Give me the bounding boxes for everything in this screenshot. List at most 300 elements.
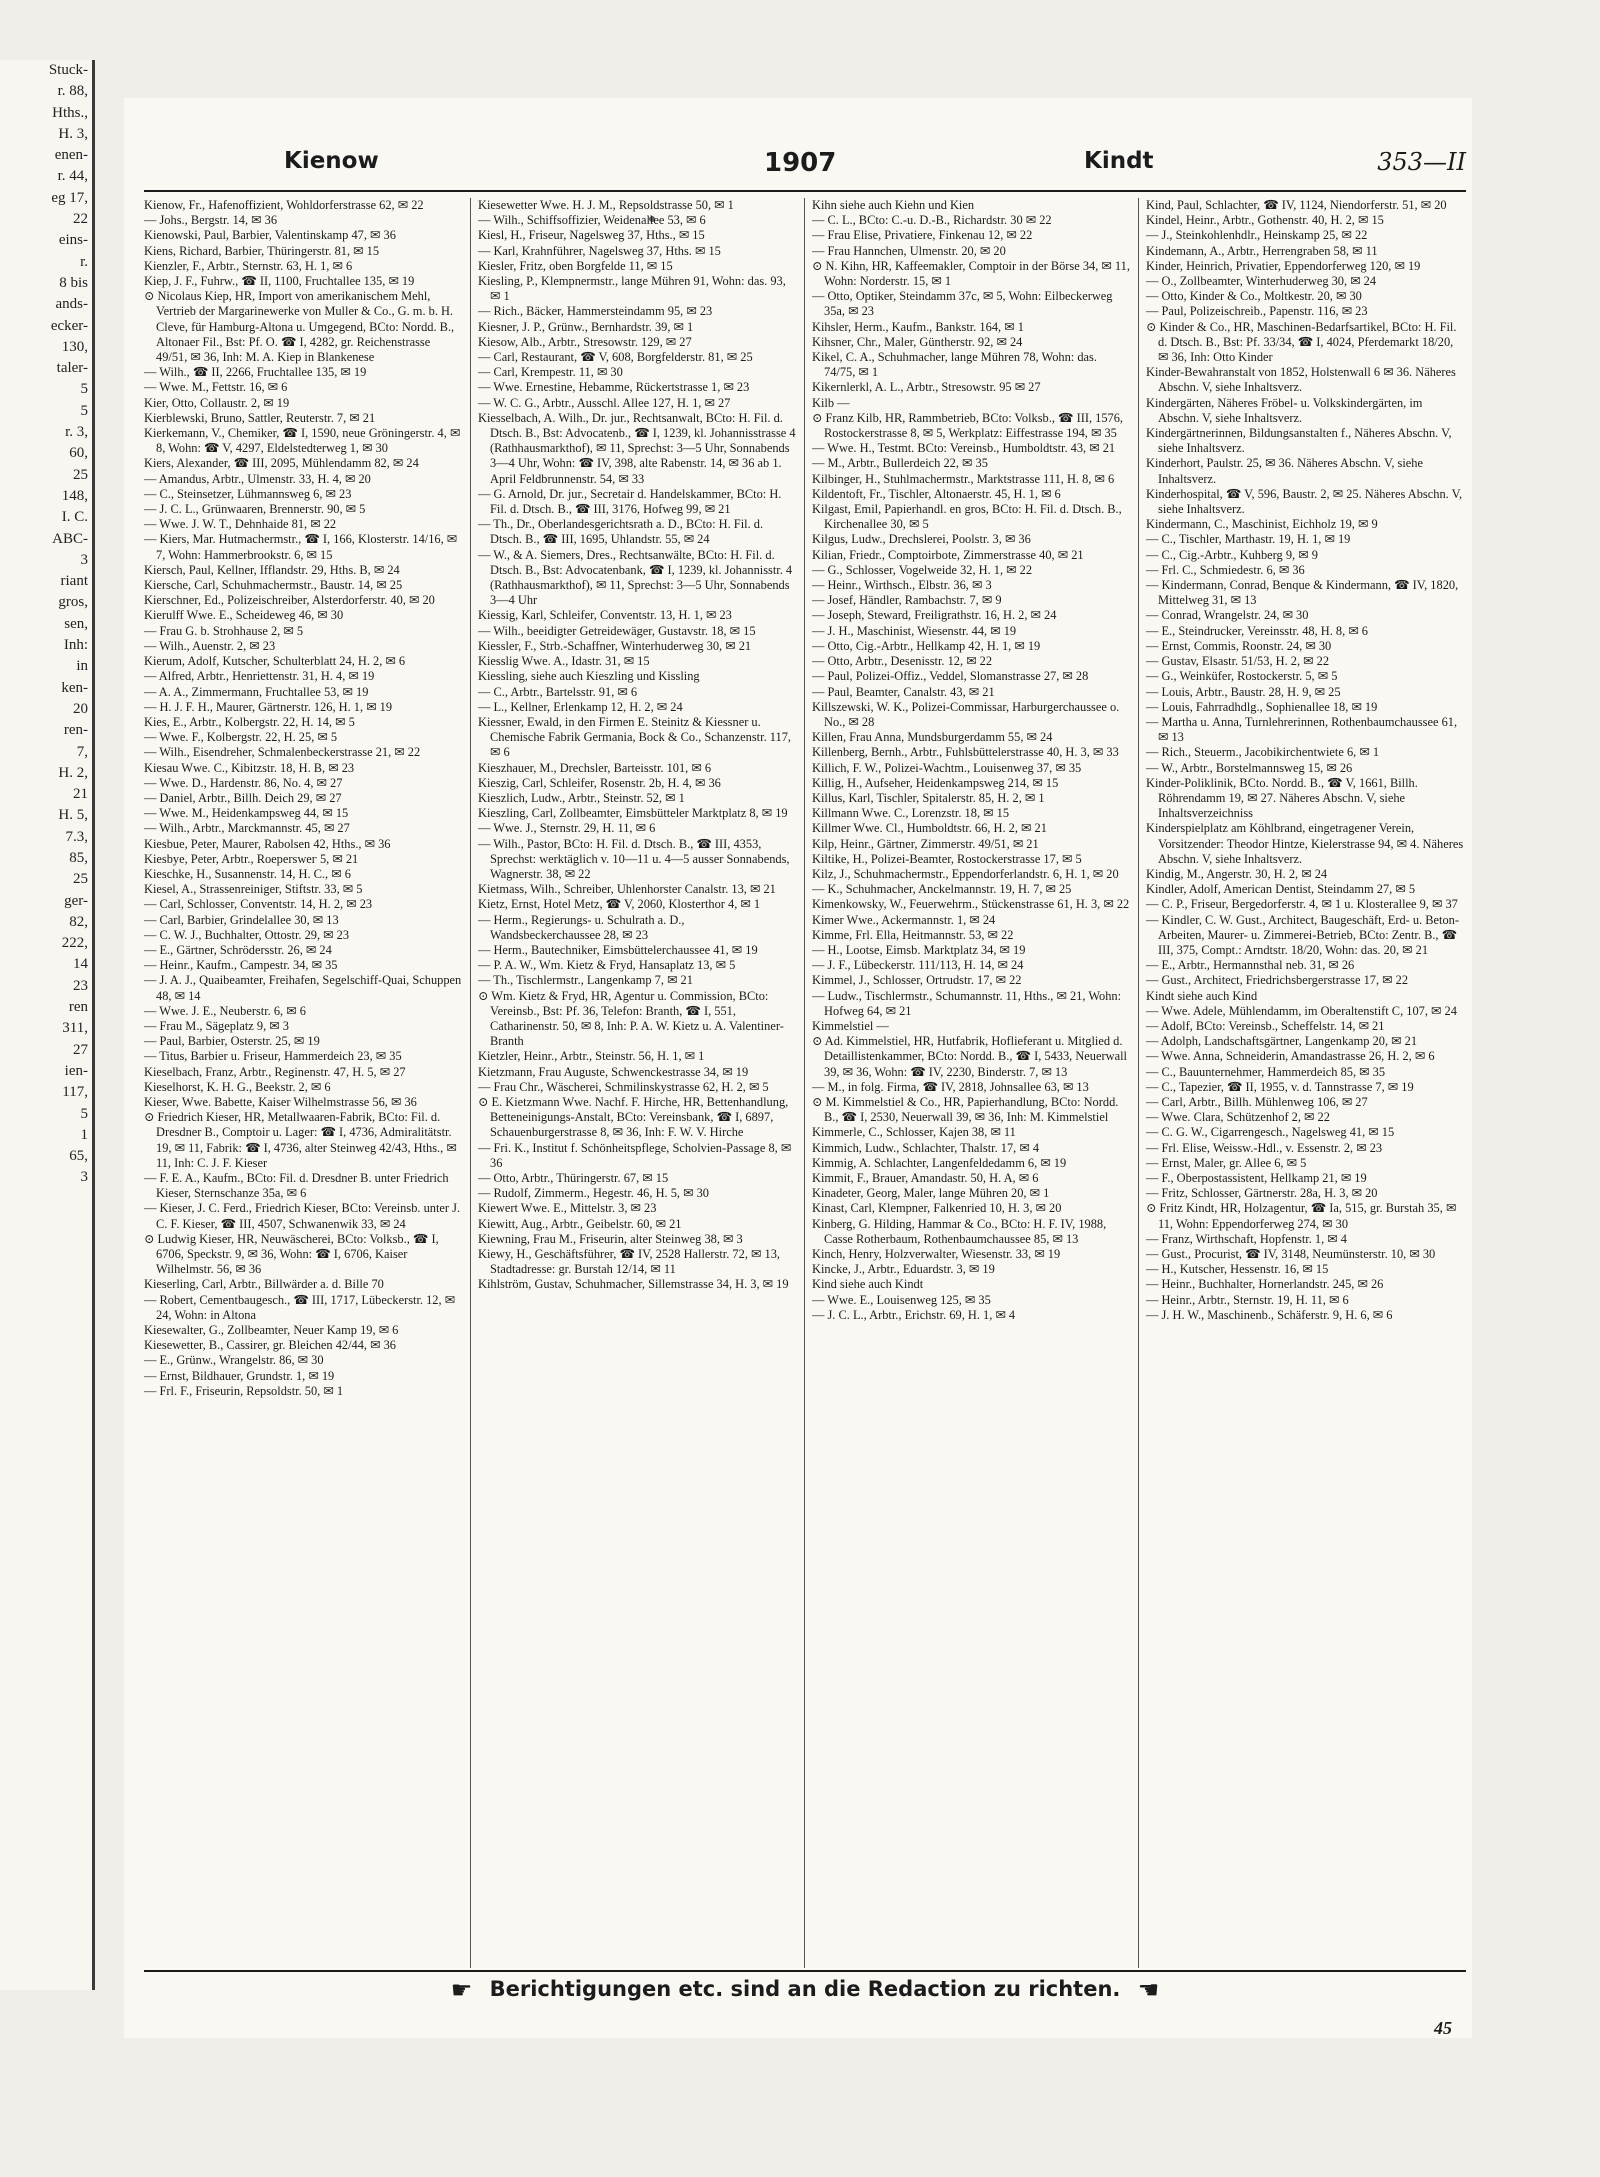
previous-page-fragment: 7, <box>76 743 88 760</box>
directory-entry: — C. L., BCto: C.-u. D.-B., Richardstr. 30 ✉ 22 <box>812 213 1052 228</box>
directory-entry: Kierulff Wwe. E., Scheideweg 46, ✉ 30 <box>144 608 344 623</box>
previous-page-fragment: 1 <box>80 1126 88 1143</box>
directory-entry: ⊙ M. Kimmelstiel & Co., HR, Papierhandlung, BCto: Nordd. B., ☎ I, 2530, Neuerwall 39, ✉ 36, Inh: M. Kimmelstiel <box>812 1094 1119 1125</box>
directory-entry: Kilz, J., Schuhmachermstr., Eppendorferlandstr. 6, H. 1, ✉ 20 <box>812 866 1119 881</box>
directory-entry: Killmer Wwe. Cl., Humboldtstr. 66, H. 2, ✉ 21 <box>812 821 1047 836</box>
directory-entry: — Frl. Elise, Weissw.-Hdl., v. Essenstr. 2, ✉ 23 <box>1146 1140 1383 1155</box>
directory-entry: Kieselhorst, K. H. G., Beekstr. 2, ✉ 6 <box>144 1079 331 1094</box>
column-3 <box>812 198 1130 1968</box>
directory-entry: Kies, E., Arbtr., Kolbergstr. 22, H. 14, ✉ 5 <box>144 714 355 729</box>
directory-entry: — Johs., Bergstr. 14, ✉ 36 <box>144 213 278 228</box>
directory-entry: Kiesselbach, A. Wilh., Dr. jur., Rechtsanwalt, BCto: H. Fil. d. Dtsch. B., Bst: Advocatenb., ☎ I, 1239, kl. Johannisstrasse 4 (Rathhausmarkthof), ✉ 11, Sprechst: 3—5 Uhr, Sonnabends 3—4 Uhr, Wohn: ☎ IV, 398, alte Rabenstr. 14, ✉ 36 ab 1. April Feldbrunnenstr. 54, ✉ 33 <box>478 410 796 486</box>
directory-entry: Kiesler, Fritz, oben Borgfelde 11, ✉ 15 <box>478 258 673 273</box>
directory-entry: — C., Tapezier, ☎ II, 1955, v. d. Tannstrasse 7, ✉ 19 <box>1146 1079 1414 1094</box>
previous-page-fragment: 130, <box>61 338 88 355</box>
previous-page-fragment: H. 3, <box>58 125 88 142</box>
directory-entry: Killenberg, Bernh., Arbtr., Fuhlsbüttelerstrasse 40, H. 3, ✉ 33 <box>812 745 1119 760</box>
directory-entry: — Amandus, Arbtr., Ulmenstr. 33, H. 4, ✉ 20 <box>144 471 371 486</box>
directory-entry: — Carl, Krempestr. 11, ✉ 30 <box>478 365 623 380</box>
directory-entry: Kindemann, A., Arbtr., Herrengraben 58, ✉ 11 <box>1146 243 1378 258</box>
directory-entry: — Frau Hannchen, Ulmenstr. 20, ✉ 20 <box>812 243 1006 258</box>
previous-page-edge <box>0 60 95 1990</box>
previous-page-fragment: H. 5, <box>58 807 88 824</box>
previous-page-fragment: ands- <box>55 296 88 313</box>
directory-entry: Kimmich, Ludw., Schlachter, Thalstr. 17, ✉ 4 <box>812 1140 1040 1155</box>
directory-entry: Kier, Otto, Collaustr. 2, ✉ 19 <box>144 395 290 410</box>
directory-entry: — Franz, Wirthschaft, Hopfenstr. 1, ✉ 4 <box>1146 1231 1347 1246</box>
directory-entry: ⊙ N. Kihn, HR, Kaffeemakler, Comptoir in der Börse 34, ✉ 11, Wohn: Norderstr. 15, ✉ 1 <box>812 258 1130 289</box>
directory-entry: — Herm., Regierungs- u. Schulrath a. D., Wandsbeckerchaussee 28, ✉ 23 <box>478 912 685 942</box>
previous-page-fragment: 21 <box>73 786 88 803</box>
directory-entry: — Adolf, BCto: Vereinsb., Scheffelstr. 14, ✉ 21 <box>1146 1018 1385 1033</box>
directory-entry: — Adolph, Landschaftsgärtner, Langenkamp 20, ✉ 21 <box>1146 1034 1418 1049</box>
previous-page-fragment: ken- <box>61 679 88 696</box>
directory-entry: Kiessner, Ewald, in den Firmen E. Steinitz & Kiessner u. Chemische Fabrik Germania, Bock & Co., Schanzenstr. 117, ✉ 6 <box>478 714 791 760</box>
directory-entry: — Otto, Arbtr., Thüringerstr. 67, ✉ 15 <box>478 1171 669 1185</box>
directory-entry: Kierblewski, Bruno, Sattler, Reuterstr. 7, ✉ 21 <box>144 410 376 425</box>
directory-entry: — Wwe. J. W. T., Dehnhaide 81, ✉ 22 <box>144 517 337 532</box>
directory-entry: — G., Weinküfer, Rostockerstr. 5, ✉ 5 <box>1146 669 1338 684</box>
previous-page-fragment: ren <box>68 999 88 1016</box>
directory-entry: Kiessig, Karl, Schleifer, Conventstr. 13, H. 1, ✉ 23 <box>478 608 732 623</box>
footer-notice <box>144 1976 1466 2004</box>
directory-entry: Kinast, Carl, Klempner, Falkenried 10, H. 3, ✉ 20 <box>812 1201 1062 1216</box>
previous-page-fragment: 5 <box>80 1105 88 1122</box>
directory-entry: Kindermann, C., Maschinist, Eichholz 19, ✉ 9 <box>1146 517 1378 532</box>
directory-entry: — A. A., Zimmermann, Fruchtallee 53, ✉ 19 <box>144 684 369 699</box>
directory-entry: ⊙ E. Kietzmann Wwe. Nachf. F. Hirche, HR, Bettenhandlung, Betteneinigungs-Anstalt, BCto: Vereinsbank, ☎ I, 6897, Schauenburgerstrasse 8, ✉ 36, Inh: F. W. V. Hirche <box>478 1094 789 1140</box>
directory-entry: Kindel, Heinr., Arbtr., Gothenstr. 40, H. 2, ✉ 15 <box>1146 213 1384 228</box>
directory-entry: Killszewski, W. K., Polizei-Commissar, Harburgerchaussee o. No., ✉ 28 <box>812 699 1120 729</box>
directory-entry: Kiesewalter, G., Zollbeamter, Neuer Kamp 19, ✉ 6 <box>144 1323 399 1338</box>
previous-page-fragment: 311, <box>62 1020 88 1037</box>
directory-entry: Kienowski, Paul, Barbier, Valentinskamp 47, ✉ 36 <box>144 228 396 243</box>
directory-entry: Kindergärten, Näheres Fröbel- u. Volkskindergärten, im Abschn. V, siehe Inhaltsverz. <box>1146 395 1423 425</box>
previous-page-fragment: eins- <box>58 232 88 249</box>
directory-entry: — Frl. F., Friseurin, Repsoldstr. 50, ✉ 1 <box>144 1383 344 1398</box>
previous-page-fragment: Hths., <box>52 104 88 121</box>
directory-entry: Kienzler, F., Arbtr., Sternstr. 63, H. 1, ✉ 6 <box>144 258 353 273</box>
header-left-keyword: Kienow <box>284 148 379 174</box>
directory-entry: — C. W. J., Buchhalter, Ottostr. 29, ✉ 23 <box>144 927 350 942</box>
previous-page-fragment: riant <box>60 573 88 590</box>
directory-entry: — O., Zollbeamter, Winterhuderweg 30, ✉ 24 <box>1146 274 1377 289</box>
directory-entry: Kilp, Heinr., Gärtner, Zimmerstr. 49/51, ✉ 21 <box>812 836 1039 851</box>
directory-entry: Kinderhospital, ☎ V, 596, Baustr. 2, ✉ 25. Näheres Abschn. V, siehe Inhaltsverz. <box>1146 486 1463 517</box>
directory-entry: — Wwe. M., Fettstr. 16, ✉ 6 <box>144 380 288 395</box>
directory-entry: Kiersche, Carl, Schuhmachermstr., Baustr. 14, ✉ 25 <box>144 578 403 593</box>
directory-entry: — Otto, Arbtr., Desenisstr. 12, ✉ 22 <box>812 654 993 669</box>
previous-page-fragment: ger- <box>64 892 88 909</box>
directory-entry: Kiep, J. F., Fuhrw., ☎ II, 1100, Fruchtallee 135, ✉ 19 <box>144 274 415 289</box>
directory-entry: — Wilh., Schiffsoffizier, Weidenallee 53, ✉ 6 <box>478 213 706 228</box>
directory-entry: — Heinr., Wirthsch., Elbstr. 36, ✉ 3 <box>812 578 992 593</box>
directory-entry: — Wwe. J., Sternstr. 29, H. 11, ✉ 6 <box>478 821 656 836</box>
directory-entry: — K., Schuhmacher, Anckelmannstr. 19, H. 7, ✉ 25 <box>812 882 1072 897</box>
directory-entry: — Wilh., Eisendreher, Schmalenbeckerstrasse 21, ✉ 22 <box>144 745 421 760</box>
directory-entry: — Robert, Cementbaugesch., ☎ III, 1717, Lübeckerstr. 12, ✉ 24, Wohn: in Altona <box>144 1292 456 1322</box>
previous-page-fragment: 5 <box>80 381 88 398</box>
directory-entry: Kienow, Fr., Hafenoffizient, Wohldorferstrasse 62, ✉ 22 <box>144 198 424 212</box>
directory-entry: — G. Arnold, Dr. jur., Secretair d. Handelskammer, BCto: H. Fil. d. Dtsch. B., ☎ III, 3176, Hofweg 99, ✉ 21 <box>478 486 782 517</box>
previous-page-fragment: ien- <box>64 1062 88 1079</box>
directory-entry: — Fritz, Schlosser, Gärtnerstr. 28a, H. 3, ✉ 20 <box>1146 1186 1378 1201</box>
directory-entry: — J. C. L., Arbtr., Erichstr. 69, H. 1, ✉ 4 <box>812 1307 1016 1322</box>
directory-entry: Kihlström, Gustav, Schuhmacher, Sillemstrasse 34, H. 3, ✉ 19 <box>478 1277 789 1292</box>
directory-entry: Kimmelstiel — <box>812 1018 889 1033</box>
directory-entry: — Kindermann, Conrad, Benque & Kindermann, ☎ IV, 1820, Mittelweg 31, ✉ 13 <box>1146 578 1459 608</box>
directory-entry: — G., Schlosser, Vogelweide 32, H. 1, ✉ 22 <box>812 562 1033 577</box>
directory-entry: Kildentoft, Fr., Tischler, Altonaerstr. 45, H. 1, ✉ 6 <box>812 486 1061 501</box>
previous-page-fragment: I. C. <box>61 509 88 526</box>
directory-entry: Kilian, Friedr., Comptoirbote, Zimmerstrasse 40, ✉ 21 <box>812 547 1084 562</box>
column-2 <box>478 198 796 1968</box>
previous-page-fragment: ABC- <box>52 530 88 547</box>
directory-entry: — M., in folg. Firma, ☎ IV, 2818, Johnsallee 63, ✉ 13 <box>812 1079 1089 1094</box>
directory-entry: — Frau M., Sägeplatz 9, ✉ 3 <box>144 1018 289 1033</box>
directory-entry: Kiessler, F., Strb.-Schaffner, Winterhuderweg 30, ✉ 21 <box>478 638 752 653</box>
directory-entry: — Rich., Steuerm., Jacobikirchentwiete 6, ✉ 1 <box>1146 745 1380 760</box>
directory-entry: Kimmit, F., Brauer, Amandastr. 50, H. A, ✉ 6 <box>812 1171 1039 1185</box>
directory-entry: Kiens, Richard, Barbier, Thüringerstr. 81, ✉ 15 <box>144 243 380 258</box>
directory-entry: Kincke, J., Arbtr., Eduardstr. 3, ✉ 19 <box>812 1262 995 1277</box>
directory-entry: — Kiers, Mar. Hutmachermstr., ☎ I, 166, Klosterstr. 14/16, ✉ 7, Wohn: Hammerbrookstr. 6, ✉ 15 <box>144 532 458 562</box>
previous-page-fragment: 25 <box>73 871 88 888</box>
previous-page-fragment: 22 <box>73 211 88 228</box>
directory-entry: Kimenkowsky, W., Feuerwehrm., Stückenstrasse 61, H. 3, ✉ 22 <box>812 897 1130 912</box>
directory-entry: Killig, H., Aufseher, Heidenkampsweg 214, ✉ 15 <box>812 775 1059 790</box>
directory-entry: — Ernst, Commis, Roonstr. 24, ✉ 30 <box>1146 638 1332 653</box>
previous-page-fragment: 25 <box>73 466 88 483</box>
directory-page <box>124 98 1472 2038</box>
directory-entry: — Louis, Arbtr., Baustr. 28, H. 9, ✉ 25 <box>1146 684 1341 699</box>
previous-page-fragment: 85, <box>69 849 88 866</box>
directory-entry: Kikel, C. A., Schuhmacher, lange Mühren 78, Wohn: das. 74/75, ✉ 1 <box>812 350 1097 380</box>
directory-entry: — Carl, Restaurant, ☎ V, 608, Borgfelderstr. 81, ✉ 25 <box>478 350 753 365</box>
directory-entry: Kietmass, Wilh., Schreiber, Uhlenhorster Canalstr. 13, ✉ 21 <box>478 882 776 897</box>
directory-entry: — Carl, Arbtr., Billh. Mühlenweg 106, ✉ 27 <box>1146 1094 1368 1109</box>
directory-entry: — Wwe. F., Kolbergstr. 22, H. 25, ✉ 5 <box>144 730 338 745</box>
directory-entry: — Daniel, Arbtr., Billh. Deich 29, ✉ 27 <box>144 790 342 805</box>
previous-page-fragment: 117, <box>62 1084 88 1101</box>
directory-entry: Kilb — <box>812 395 850 410</box>
directory-entry: — Kindler, C. W. Gust., Architect, Baugeschäft, Erd- u. Beton-Arbeiten, Maurer- u. Zimmerei-Betrieb, BCto: Zentr. B., ☎ III, 375, Compt.: Arndtstr. 18/20, Wohn: das. 20, ✉ 21 <box>1146 912 1459 957</box>
directory-entry: — Heinr., Arbtr., Sternstr. 19, H. 11, ✉ 6 <box>1146 1292 1349 1307</box>
directory-entry: Kilbinger, H., Stuhlmachermstr., Marktstrasse 111, H. 8, ✉ 6 <box>812 471 1115 486</box>
previous-page-fragment: H. 2, <box>58 764 88 781</box>
directory-entry: — C., Cig.-Arbtr., Kuhberg 9, ✉ 9 <box>1146 547 1318 562</box>
page-number: 45 <box>1434 2018 1452 2038</box>
previous-page-fragment: 3 <box>80 1169 88 1186</box>
previous-page-fragment: Inh: <box>63 637 88 654</box>
directory-entry: — E., Grünw., Wrangelstr. 86, ✉ 30 <box>144 1353 324 1368</box>
directory-entry: — Paul, Polizeischreib., Papenstr. 116, ✉ 23 <box>1146 304 1368 319</box>
directory-entry: Kind siehe auch Kindt <box>812 1277 924 1292</box>
directory-entry: Kieser, Wwe. Babette, Kaiser Wilhelmstrasse 56, ✉ 36 <box>144 1094 417 1109</box>
previous-page-fragment: sen, <box>64 615 88 632</box>
directory-entry: — Frau Elise, Privatiere, Finkenau 12, ✉ 22 <box>812 228 1033 243</box>
directory-entry: — C. G. W., Cigarrengesch., Nagelsweg 41, ✉ 15 <box>1146 1125 1395 1140</box>
directory-entry: Kihsner, Chr., Maler, Güntherstr. 92, ✉ 24 <box>812 334 1023 349</box>
directory-entry: Kiewitt, Aug., Arbtr., Geibelstr. 60, ✉ 21 <box>478 1216 682 1231</box>
directory-entry: — J. C. L., Grünwaaren, Brennerstr. 90, ✉ 5 <box>144 502 366 517</box>
column-divider <box>1138 198 1139 1968</box>
directory-entry: — P. A. W., Wm. Kietz & Fryd, Hansaplatz 13, ✉ 5 <box>478 958 736 973</box>
previous-page-fragment: 23 <box>73 977 88 994</box>
directory-entry: — J. H. W., Maschinenb., Schäferstr. 9, H. 6, ✉ 6 <box>1146 1307 1393 1322</box>
directory-entry: — Frl. C., Schmiedestr. 6, ✉ 36 <box>1146 562 1305 577</box>
directory-entry: — Paul, Barbier, Osterstr. 25, ✉ 19 <box>144 1034 320 1049</box>
directory-entry: Kiesewetter Wwe. H. J. M., Repsoldstrasse 50, ✉ 1 <box>478 198 734 212</box>
directory-entry: Kieselbach, Franz, Arbtr., Reginenstr. 47, H. 5, ✉ 27 <box>144 1064 406 1079</box>
directory-entry: ⊙ Wm. Kietz & Fryd, HR, Agentur u. Commission, BCto: Vereinsb., Bst: Pf. 36, Telefon: Branth, ☎ I, 551, Catharinenstr. 50, ✉ 8, Inh: P. A. W. Kietz u. A. Valentiner-Branth <box>478 988 784 1049</box>
directory-entry: — H., Kutscher, Hessenstr. 16, ✉ 15 <box>1146 1262 1329 1277</box>
directory-entry: — Conrad, Wrangelstr. 24, ✉ 30 <box>1146 608 1309 623</box>
directory-entry: — Wwe. E., Louisenweg 125, ✉ 35 <box>812 1292 991 1307</box>
directory-entry: Kiesel, A., Strassenreiniger, Stiftstr. 33, ✉ 5 <box>144 882 363 897</box>
directory-entry: ⊙ Franz Kilb, HR, Rammbetrieb, BCto: Volksb., ☎ III, 1576, Rostockerstrasse 8, ✉ 5, Werkplatz: Eiffestrasse 194, ✉ 35 <box>812 410 1124 441</box>
directory-entry: Kiesling, P., Klempnermstr., lange Mühren 91, Wohn: das. 93, ✉ 1 <box>478 274 786 304</box>
directory-entry: — Paul, Beamter, Canalstr. 43, ✉ 21 <box>812 684 995 699</box>
previous-page-fragment: Stuck- <box>48 62 88 78</box>
directory-entry: Kiers, Alexander, ☎ III, 2095, Mühlendamm 82, ✉ 24 <box>144 456 419 471</box>
directory-entry: — Wwe. H., Testmt. BCto: Vereinsb., Humboldtstr. 43, ✉ 21 <box>812 441 1116 456</box>
directory-entry: Kiesner, J. P., Grünw., Bernhardstr. 39, ✉ 1 <box>478 319 694 334</box>
directory-entry: — J. H., Maschinist, Wiesenstr. 44, ✉ 19 <box>812 623 1017 638</box>
column-1 <box>144 198 462 1968</box>
directory-entry: — W. C. G., Arbtr., Ausschl. Allee 127, H. 1, ✉ 27 <box>478 395 731 410</box>
pointing-hand-right-icon: ☚ <box>1137 1976 1160 2004</box>
directory-entry: Kinadeter, Georg, Maler, lange Mühren 20, ✉ 1 <box>812 1186 1050 1201</box>
directory-entry: Kiessling, siehe auch Kieszling und Kissling <box>478 669 700 684</box>
directory-entry: — J. F., Lübeckerstr. 111/113, H. 14, ✉ 24 <box>812 958 1024 973</box>
previous-page-fragment: 60, <box>69 445 88 462</box>
directory-entry: — F. E. A., Kaufm., BCto: Fil. d. Dresdner B. unter Friedrich Kieser, Sternschanze 35a, ✉ 6 <box>144 1171 449 1201</box>
directory-entry: Kietzler, Heinr., Arbtr., Steinstr. 56, H. 1, ✉ 1 <box>478 1049 705 1064</box>
directory-entry: — Josef, Händler, Rambachstr. 7, ✉ 9 <box>812 593 1002 608</box>
directory-entry: — Wwe. M., Heidenkampsweg 44, ✉ 15 <box>144 806 349 821</box>
directory-entry: Kinder-Poliklinik, BCto. Nordd. B., ☎ V, 1661, Billh. Röhrendamm 19, ✉ 27. Näheres Abschn. V, siehe Inhaltsverzeichniss <box>1146 775 1418 821</box>
directory-entry: — Wilh., Auenstr. 2, ✉ 23 <box>144 638 276 653</box>
directory-entry: — Martha u. Anna, Turnlehrerinnen, Rothenbaumchaussee 61, ✉ 13 <box>1146 714 1458 745</box>
directory-entry: Kietz, Ernst, Hotel Metz, ☎ V, 2060, Klosterthor 4, ✉ 1 <box>478 897 761 912</box>
directory-entry: Kimme, Frl. Ella, Heitmannstr. 53, ✉ 22 <box>812 927 1014 942</box>
directory-entry: — C., Arbtr., Bartelsstr. 91, ✉ 6 <box>478 684 638 699</box>
directory-entry: — Carl, Schlosser, Conventstr. 14, H. 2, ✉ 23 <box>144 897 373 912</box>
directory-entry: Kinch, Henry, Holzverwalter, Wiesenstr. 33, ✉ 19 <box>812 1247 1061 1262</box>
directory-entry: — Wwe. Ernestine, Hebamme, Rückertstrasse 1, ✉ 23 <box>478 380 750 395</box>
header-page-label: 353—II <box>1377 148 1466 176</box>
directory-entry: Kikernlerkl, A. L., Arbtr., Stresowstr. 95 ✉ 27 <box>812 380 1041 395</box>
directory-entry: Kilgast, Emil, Papierhandl. en gros, BCto: H. Fil. d. Dtsch. B., Kirchenallee 30, ✉ 5 <box>812 502 1122 532</box>
directory-entry: — Wwe. Anna, Schneiderin, Amandastrasse 26, H. 2, ✉ 6 <box>1146 1049 1435 1064</box>
directory-entry: — Ludw., Tischlermstr., Schumannstr. 11, Hths., ✉ 21, Wohn: Hofweg 64, ✉ 21 <box>812 988 1122 1018</box>
previous-page-fragment: 65, <box>69 1148 88 1165</box>
directory-entry: — Wilh., ☎ II, 2266, Fruchtallee 135, ✉ 19 <box>144 365 367 380</box>
directory-entry: Kindergärtnerinnen, Bildungsanstalten f., Näheres Abschn. V, siehe Inhaltsverz. <box>1146 426 1452 456</box>
previous-page-fragment: taler- <box>56 360 88 377</box>
directory-entry: Kiesl, H., Friseur, Nagelsweg 37, Hths., ✉ 15 <box>478 228 705 243</box>
directory-entry: Kihsler, Herm., Kaufm., Bankstr. 164, ✉ 1 <box>812 319 1024 334</box>
directory-entry: Killus, Karl, Tischler, Spitalerstr. 85, H. 2, ✉ 1 <box>812 790 1045 805</box>
directory-entry: ⊙ Fritz Kindt, HR, Holzagentur, ☎ Ia, 515, gr. Burstah 35, ✉ 11, Wohn: Eppendorferweg 274, ✉ 30 <box>1146 1201 1457 1231</box>
directory-entry: Kieszlich, Ludw., Arbtr., Steinstr. 52, ✉ 1 <box>478 790 685 805</box>
previous-page-fragment: 82, <box>69 913 88 930</box>
directory-entry: Kilgus, Ludw., Drechslerei, Poolstr. 3, ✉ 36 <box>812 532 1031 547</box>
directory-entry: — Heinr., Kaufm., Campestr. 34, ✉ 35 <box>144 958 338 973</box>
previous-page-fragment: ren- <box>63 722 88 739</box>
directory-entry: Kimmerle, C., Schlosser, Kajen 38, ✉ 11 <box>812 1125 1016 1140</box>
directory-entry: — Wilh., beeidigter Getreidewäger, Gustavstr. 18, ✉ 15 <box>478 623 756 638</box>
directory-entry: Kiewert Wwe. E., Mittelstr. 3, ✉ 23 <box>478 1201 657 1216</box>
directory-entry: Kindt siehe auch Kind <box>1146 988 1258 1003</box>
directory-entry: Kindig, M., Angerstr. 30, H. 2, ✉ 24 <box>1146 866 1328 881</box>
directory-entry: — W., & A. Siemers, Dres., Rechtsanwälte, BCto: H. Fil. d. Dtsch. B., Bst: Advocatenbank, ☎ I, 1239, kl. Johannisstr. 4 (Rathhausmarkthof), ✉ 11, Sprechst: 3—5 Uhr, Sonnabends 3—4 Uhr <box>478 547 793 608</box>
directory-entry: — Gust., Procurist, ☎ IV, 3148, Neumünsterstr. 10, ✉ 30 <box>1146 1247 1436 1262</box>
directory-entry: Kihn siehe auch Kiehn und Kien <box>812 198 975 212</box>
previous-page-fragment: r. <box>80 253 88 270</box>
directory-entry: — Wwe. Clara, Schützenhof 2, ✉ 22 <box>1146 1110 1330 1125</box>
directory-entry: — Titus, Barbier u. Friseur, Hammerdeich 23, ✉ 35 <box>144 1049 402 1064</box>
directory-entry: Kiesau Wwe. C., Kibitzstr. 18, H. B, ✉ 23 <box>144 760 355 775</box>
directory-entry: — C., Bauunternehmer, Hammerdeich 85, ✉ 35 <box>1146 1064 1386 1079</box>
directory-entry: — Heinr., Buchhalter, Hornerlandstr. 245, ✉ 26 <box>1146 1277 1384 1292</box>
directory-entry: Kietzmann, Frau Auguste, Schwenckestrasse 34, ✉ 19 <box>478 1064 749 1079</box>
directory-entry: Kinberg, G. Hilding, Hammar & Co., BCto: H. F. IV, 1988, Casse Rotherbaum, Rothenbaumchaussee 85, ✉ 13 <box>812 1216 1107 1246</box>
directory-entry: Kinderhort, Paulstr. 25, ✉ 36. Näheres Abschn. V, siehe Inhaltsverz. <box>1146 456 1423 486</box>
directory-entry: Kinderspielplatz am Köhlbrand, eingetragener Verein, Vorsitzender: Theodor Hintze, Kielerstrasse 94, ✉ 4. Näheres Abschn. V, siehe Inhaltsverz. <box>1146 821 1464 866</box>
column-divider <box>804 198 805 1968</box>
directory-entry: — W., Arbtr., Borstelmannsweg 15, ✉ 26 <box>1146 760 1353 775</box>
directory-entry: Kiewy, H., Geschäftsführer, ☎ IV, 2528 Hallerstr. 72, ✉ 13, Stadtadresse: gr. Burstah 12/14, ✉ 11 <box>478 1247 780 1277</box>
header-year: 1907 <box>764 148 837 178</box>
previous-page-fragment: r. 88, <box>57 83 88 100</box>
directory-entry: — Wwe. J. E., Neuberstr. 6, ✉ 6 <box>144 1003 306 1018</box>
directory-entry: ⊙ Ad. Kimmelstiel, HR, Hutfabrik, Hoflieferant u. Mitglied d. Detaillistenkammer, BCto: Nordd. B., ☎ I, 5433, Neuerwall 39, ✉ 36, Wohn: ☎ IV, 2230, Binderstr. 7, ✉ 13 <box>812 1034 1127 1079</box>
directory-entry: — H., Lootse, Eimsb. Marktplatz 34, ✉ 19 <box>812 942 1026 957</box>
footer-notice-text: Berichtigungen etc. sind an die Redaction zu richten. <box>489 1977 1121 2001</box>
directory-entry: ⊙ Nicolaus Kiep, HR, Import von amerikanischem Mehl, Vertrieb der Margarinewerke von Muller & Co., G. m. b. H. Cleve, für Hamburg-Altona u. Umgegend, BCto: Nordd. B., Altonaer Fil., Bst: Pf. O. ☎ I, 4282, gr. Reichenstrasse 49/51, ✉ 36, Inh: M. A. Kiep in Blankenese <box>144 289 455 365</box>
directory-entry: — Karl, Krahnführer, Nagelsweg 37, Hths. ✉ 15 <box>478 243 721 258</box>
directory-entry: Killmann Wwe. C., Lorenzstr. 18, ✉ 15 <box>812 806 1010 821</box>
directory-entry: — L., Kellner, Erlenkamp 12, H. 2, ✉ 24 <box>478 699 683 714</box>
directory-entry: Kieserling, Carl, Arbtr., Billwärder a. d. Bille 70 <box>144 1277 384 1292</box>
directory-entry: — Joseph, Steward, Freiligrathstr. 16, H. 2, ✉ 24 <box>812 608 1057 623</box>
column-4 <box>1146 198 1464 1968</box>
directory-entry: — Th., Tischlermstr., Langenkamp 7, ✉ 21 <box>478 973 693 988</box>
directory-entry: Kiersch, Paul, Kellner, Ifflandstr. 29, Hths. B, ✉ 24 <box>144 562 400 577</box>
footer-rule <box>144 1970 1466 1972</box>
directory-entry: Kieszhauer, M., Drechsler, Barteisstr. 101, ✉ 6 <box>478 760 712 775</box>
directory-entry: — Rich., Bäcker, Hammersteindamm 95, ✉ 23 <box>478 304 713 319</box>
directory-entry: — C., Steinsetzer, Lühmannsweg 6, ✉ 23 <box>144 486 352 501</box>
directory-entry: — Th., Dr., Oberlandesgerichtsrath a. D., BCto: H. Fil. d. Dtsch. B., ☎ III, 1695, Uhlandstr. 55, ✉ 24 <box>478 517 764 547</box>
header-right-keyword: Kindt <box>1084 148 1154 174</box>
previous-page-fragment: r. 3, <box>65 424 88 441</box>
directory-entry: — F., Oberpostassistent, Hellkamp 21, ✉ 19 <box>1146 1171 1367 1185</box>
directory-entry: — Ernst, Maler, gr. Allee 6, ✉ 5 <box>1146 1155 1307 1170</box>
previous-page-fragment: gros, <box>58 594 88 611</box>
directory-entry: Kimer Wwe., Ackermannstr. 1, ✉ 24 <box>812 912 996 927</box>
directory-entry: — M., Arbtr., Bullerdeich 22, ✉ 35 <box>812 456 988 471</box>
previous-page-fragment: 27 <box>73 1041 88 1058</box>
previous-page-fragment: eg 17, <box>51 189 88 206</box>
previous-page-fragment: 14 <box>73 956 88 973</box>
directory-entry: Killen, Frau Anna, Mundsburgerdamm 55, ✉ 24 <box>812 730 1053 745</box>
directory-entry: — Kieser, J. C. Ferd., Friedrich Kieser, BCto: Vereinsb. unter J. C. F. Kieser, ☎ III, 4507, Schwanenwik 33, ✉ 24 <box>144 1201 461 1231</box>
directory-entry: — Rudolf, Zimmerm., Hegestr. 46, H. 5, ✉ 30 <box>478 1186 709 1201</box>
previous-page-fragment: r. 44, <box>57 168 88 185</box>
directory-entry: Kierum, Adolf, Kutscher, Schulterblatt 24, H. 2, ✉ 6 <box>144 654 406 669</box>
directory-entry: — Gust., Architect, Friedrichsbergerstrasse 17, ✉ 22 <box>1146 973 1409 988</box>
directory-entry: Kieszig, Carl, Schleifer, Rosenstr. 2b, H. 4, ✉ 36 <box>478 775 721 790</box>
directory-entry: — C. P., Friseur, Bergedorferstr. 4, ✉ 1 u. Klosterallee 9, ✉ 37 <box>1146 897 1458 912</box>
directory-entry: — J. A. J., Quaibeamter, Freihafen, Segelschiff-Quai, Schuppen 48, ✉ 14 <box>144 973 462 1003</box>
page-header <box>144 148 1466 188</box>
directory-entry: — E., Arbtr., Hermannsthal neb. 31, ✉ 26 <box>1146 958 1355 973</box>
directory-entry: — Alfred, Arbtr., Henriettenstr. 31, H. 4, ✉ 19 <box>144 669 375 684</box>
directory-entry: — Wilh., Arbtr., Marckmannstr. 45, ✉ 27 <box>144 821 350 836</box>
directory-entry: — Otto, Kinder & Co., Moltkestr. 20, ✉ 30 <box>1146 289 1362 304</box>
directory-entry: — Wwe. Adele, Mühlendamm, im Oberaltenstift C, 107, ✉ 24 <box>1146 1003 1457 1018</box>
directory-entry: — Herm., Bautechniker, Eimsbüttelerchaussee 41, ✉ 19 <box>478 942 758 957</box>
directory-entry: Kiesbye, Peter, Arbtr., Roeperswег 5, ✉ 21 <box>144 851 359 866</box>
directory-entry: — Louis, Fahrradhdlg., Sophienallee 18, ✉ 19 <box>1146 699 1378 714</box>
directory-entry: ⊙ Friedrich Kieser, HR, Metallwaaren-Fabrik, BCto: Fil. d. Dresdner B., Comptoir u. Lager: ☎ I, 4736, Admiralitätstr. 19, ✉ 11, Fabrik: ☎ I, 4736, alter Steinweg 42/43, Hths., ✉ 11, Inh: C. J. F. Kieser <box>144 1110 457 1170</box>
directory-entry: — Ernst, Bildhauer, Grundstr. 1, ✉ 19 <box>144 1368 335 1383</box>
directory-entry: — J., Steinkohlenhdlr., Heinskamp 25, ✉ 22 <box>1146 228 1368 243</box>
directory-entry: Kimmel, J., Schlosser, Ortrudstr. 17, ✉ 22 <box>812 973 1022 988</box>
directory-entry: Killich, F. W., Polizei-Wachtm., Louisenweg 37, ✉ 35 <box>812 760 1082 775</box>
previous-page-fragment: enen- <box>54 147 88 164</box>
directory-entry: — E., Steindrucker, Vereinsstr. 48, H. 8, ✉ 6 <box>1146 623 1368 638</box>
directory-entry: Kieschke, H., Susannenstr. 14, H. C., ✉ 6 <box>144 866 351 881</box>
directory-entry: Kind, Paul, Schlachter, ☎ IV, 1124, Niendorferstr. 51, ✉ 20 <box>1146 198 1447 212</box>
directory-entry: Kinder, Heinrich, Privatier, Eppendorferweg 120, ✉ 19 <box>1146 258 1421 273</box>
directory-entry: Kimmig, A. Schlachter, Langenfeldedamm 6, ✉ 19 <box>812 1155 1067 1170</box>
directory-entry: Kierkemann, V., Chemiker, ☎ I, 1590, neue Gröningerstr. 4, ✉ 8, Wohn: ☎ V, 4297, Eldelstedterweg 1, ✉ 30 <box>144 426 461 456</box>
header-rule <box>144 190 1466 192</box>
directory-entry: — Frau Chr., Wäscherei, Schmilinskystrasse 62, H. 2, ✉ 5 <box>478 1079 769 1094</box>
directory-entry: — Fri. K., Institut f. Schönheitspflege, Scholvien-Passage 8, ✉ 36 <box>478 1140 792 1170</box>
directory-entry: Kiesewetter, B., Cassirer, gr. Bleichen 42/44, ✉ 36 <box>144 1338 396 1353</box>
directory-entry: — Carl, Barbier, Grindelallee 30, ✉ 13 <box>144 912 339 927</box>
column-divider <box>470 198 471 1968</box>
previous-page-fragment: 8 bis <box>59 274 88 291</box>
directory-entry: Kierschner, Ed., Polizeischreiber, Alsterdorferstr. 40, ✉ 20 <box>144 593 435 608</box>
directory-entry: — H. J. F. H., Maurer, Gärtnerstr. 126, H. 1, ✉ 19 <box>144 699 393 714</box>
directory-entry: Kieszling, Carl, Zollbeamter, Eimsbütteler Marktplatz 8, ✉ 19 <box>478 806 788 821</box>
directory-entry: Kindler, Adolf, American Dentist, Steindamm 27, ✉ 5 <box>1146 882 1416 897</box>
directory-entry: — Wilh., Pastor, BCto: H. Fil. d. Dtsch. B., ☎ III, 4353, Sprechst: werktäglich v. 10—11 u. 4—5 ausser Sonnabends, Wagnerstr. 38, ✉ 22 <box>478 836 790 881</box>
directory-entry: — C., Tischler, Marthastr. 19, H. 1, ✉ 19 <box>1146 532 1351 547</box>
pointing-hand-left-icon: ☛ <box>450 1976 473 2004</box>
directory-entry: Kiesbue, Peter, Maurer, Rabolsen 42, Hths., ✉ 36 <box>144 836 391 851</box>
directory-entry: Kinder-Bewahranstalt von 1852, Holstenwall 6 ✉ 36. Näheres Abschn. V, siehe Inhaltsverz. <box>1146 365 1456 395</box>
directory-entry: Kiesow, Alb., Arbtr., Stresowstr. 129, ✉ 27 <box>478 334 692 349</box>
directory-entry: — E., Gärtner, Schrödersstr. 26, ✉ 24 <box>144 942 332 957</box>
directory-entry: — Gustav, Elsastr. 51/53, H. 2, ✉ 22 <box>1146 654 1330 669</box>
directory-entry: — Paul, Polizei-Offiz., Veddel, Slomanstrasse 27, ✉ 28 <box>812 669 1089 684</box>
directory-entry: Kiewning, Frau M., Friseurin, alter Steinweg 38, ✉ 3 <box>478 1231 743 1246</box>
directory-entry: — Wwe. D., Hardenstr. 86, No. 4, ✉ 27 <box>144 775 343 790</box>
previous-page-fragment: ecker- <box>50 317 88 334</box>
directory-entry: — Otto, Cig.-Arbtr., Hellkamp 42, H. 1, ✉ 19 <box>812 638 1041 653</box>
directory-entry: ⊙ Kinder & Co., HR, Maschinen-Bedarfsartikel, BCto: H. Fil. d. Dtsch. B., Bst: Pf. 33/34, ☎ I, 4024, Pferdemarkt 18/20, ✉ 36, Inh: Otto Kinder <box>1146 319 1457 365</box>
directory-entry: — Otto, Optiker, Steindamm 37c, ✉ 5, Wohn: Eilbeckerweg 35a, ✉ 23 <box>812 289 1113 319</box>
previous-page-fragment: 148, <box>61 487 88 504</box>
directory-columns <box>144 198 1466 1968</box>
